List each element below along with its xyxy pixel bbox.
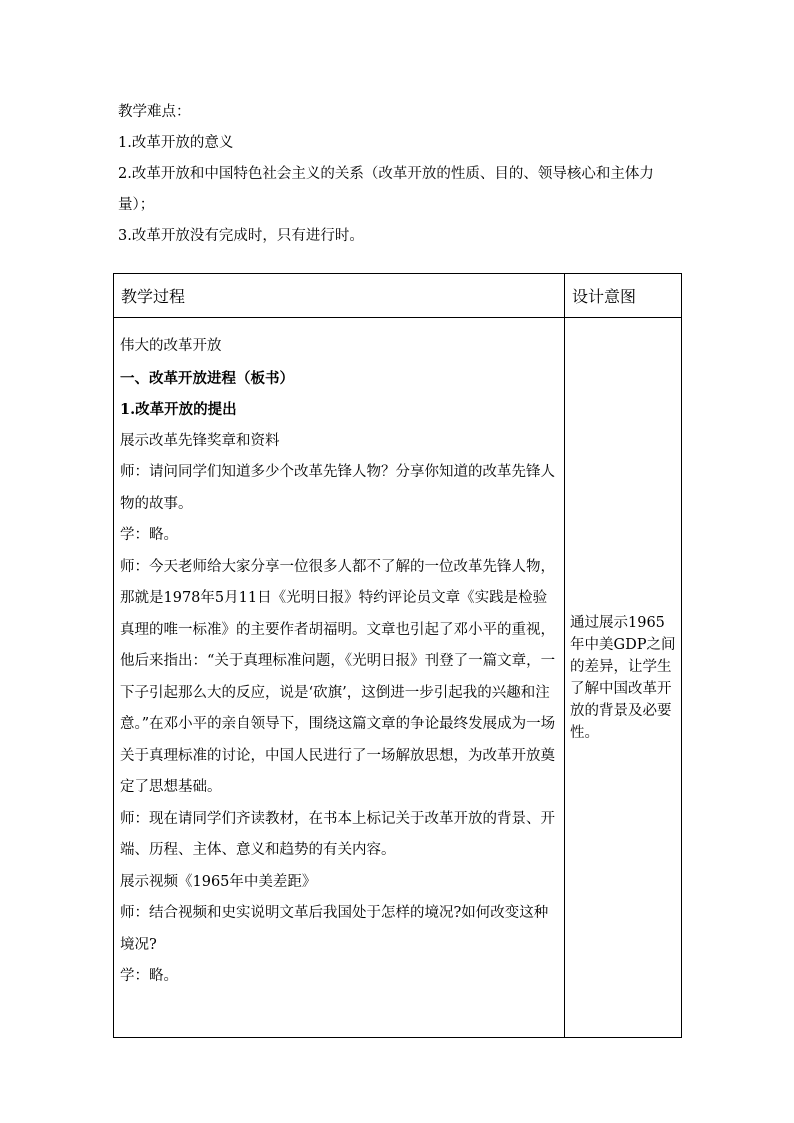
process-line: 伟大的改革开放 [120, 338, 222, 354]
header-design-intent: 设计意图 [565, 274, 682, 318]
process-line: 展示视频《1965年中美差距》 [120, 873, 317, 890]
table-body-row [114, 318, 682, 1038]
difficulty-item-2: 2.改革开放和中国特色社会主义的关系（改革开放的性质、目的、领导核心和主体力量）； [118, 166, 654, 213]
process-line: 师：请问同学们知道多少个改革先锋人物？分享你知道的改革先锋人物的故事。 [120, 464, 555, 512]
lesson-table [113, 273, 682, 1038]
teaching-process-cell [114, 318, 565, 1038]
design-intent-cell: 通过展示1965年中美GDP之间的差异，让学生了解中国改革开放的背景及必要性。 [565, 318, 682, 1038]
process-line: 师：结合视频和史实说明文革后我国处于怎样的境况?如何改变这种境况? [120, 905, 549, 953]
process-heading: 一、改革开放进程（板书） [120, 369, 294, 387]
process-subheading: 1.改革开放的提出 [120, 401, 237, 418]
process-line: 师：现在请同学们齐读教材，在书本上标记关于改革开放的背景、开端、历程、主体、意义和趋势的有关内容。 [120, 810, 555, 858]
difficulties-heading: 教学难点： [118, 104, 191, 120]
teaching-difficulties [118, 97, 688, 252]
process-line: 展示改革先锋奖章和资料 [120, 432, 280, 449]
process-line: 学：略。 [120, 527, 178, 543]
difficulty-item-3: 3.改革开放没有完成时，只有进行时。 [118, 228, 364, 244]
process-line: 学：略。 [120, 968, 178, 984]
header-teaching-process: 教学过程 [114, 274, 565, 318]
difficulty-item-1: 1.改革开放的意义 [118, 135, 234, 151]
process-line: 师：今天老师给大家分享一位很多人都不了解的一位改革先锋人物，那就是1978年5月11日《光明日报》特约评论员文章《实践是检验真理的唯一标准》的主要作者胡福明。文章也引起了邓小平的重视，他后来指出：“关于真理标准问题，《光明日报》刊登了一篇文章，一下子引起那么大的反应，说是‘砍旗’，这倒进一步引起我的兴趣和注意。”在邓小平的亲自领导下，围绕这篇文章的争论最终发展成为一场关于真理标准的讨论，中国人民进行了一场解放思想，为改革开放奠定了思想基础。 [120, 558, 556, 795]
table-header-row [114, 274, 682, 318]
